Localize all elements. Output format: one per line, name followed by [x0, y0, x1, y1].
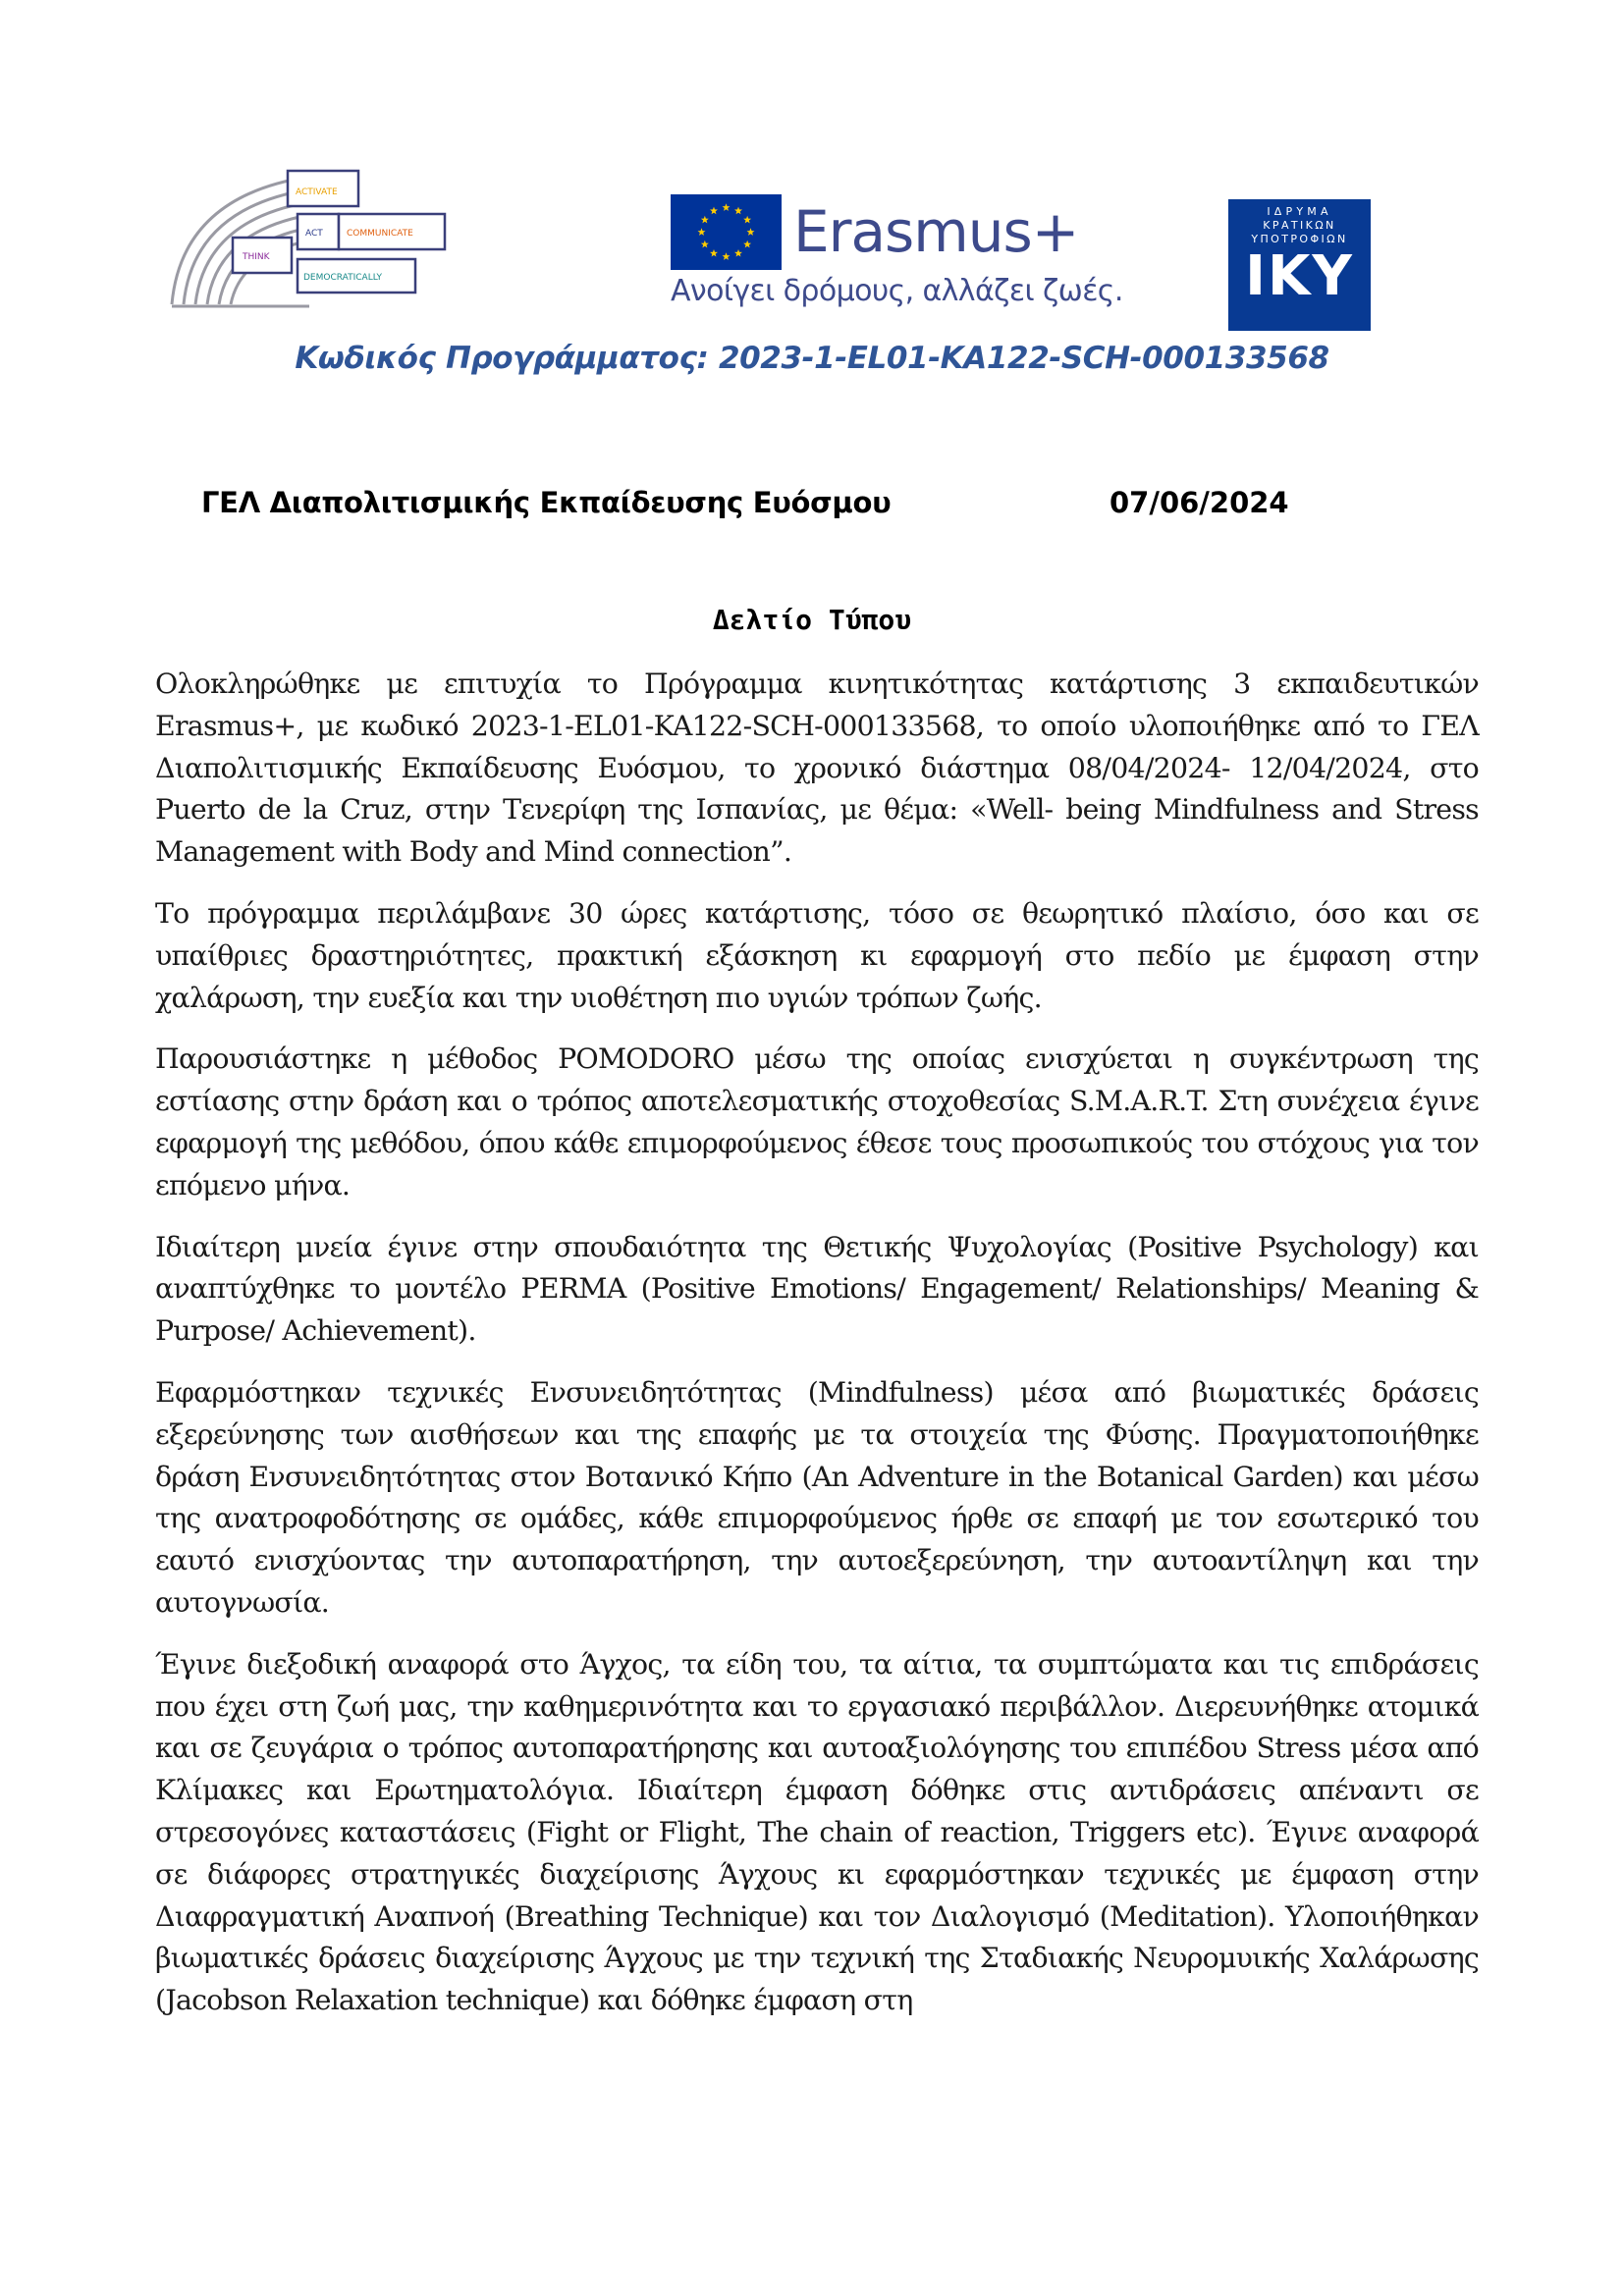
erasmus-plus-logo — [661, 191, 1123, 319]
paragraph-4: Ιδιαίτερη μνεία έγινε στην σπουδαιότητα της Θετικής Ψυχολογίας (Positive Psychology) και αναπτύχθηκε το μοντέλο PERMA (Positive Emotions/ Engagement/ Relationships/ Meaning & Purpose/ Achievement). — [155, 1230, 1479, 1348]
iky-mark: IKY — [1245, 244, 1354, 308]
paragraph-5: Εφαρμόστηκαν τεχνικές Ενσυνειδητότητας (Mindfulness) μέσα από βιωματικές δράσεις εξερεύνησης των αισθήσεων και της επαφής με τα στοιχεία της Φύσης. Πραγματοποιήθηκε δράση Ενσυνειδητότητας στον Βοτανικό Κήπο (An Adventure in the Botanical Garden) και μέσω της ανατροφοδότησης σε ομάδες, κάθε επιμορφούμενος ήρθε σε επαφή με τον εσωτερικό του εαυτό ενισχύοντας την αυτοπαρατήρηση, την αυτοεξερεύνηση, την αυτοαντίληψη και την αυτογνωσία. — [155, 1375, 1479, 1619]
document-body — [155, 664, 1479, 2042]
think-act-communicate-logo — [162, 157, 457, 334]
school-name: ΓΕΛ Διαπολιτισμικής Εκπαίδευσης Ευόσμου — [201, 486, 892, 519]
erasmus-tagline: Ανοίγει δρόμους, αλλάζει ζωές. — [671, 274, 1123, 308]
erasmus-wordmark: Erasmus+ — [793, 198, 1079, 265]
program-code: Κωδικός Προγράμματος: 2023-1-EL01-KA122-SCH-000133568 — [295, 341, 1329, 376]
logo-think: THINK — [243, 252, 270, 262]
paragraph-1: Ολοκληρώθηκε με επιτυχία το Πρόγραμμα κινητικότητας κατάρτισης 3 εκπαιδευτικών Erasmus+, με κωδικό 2023-1-EL01-KA122-SCH-000133568, το οποίο υλοποιήθηκε από το ΓΕΛ Διαπολιτισμικής Εκπαίδευσης Ευόσμου, το χρονικό διάστημα 08/04/2024- 12/04/2024, στο Puerto de la Cruz, στην Τενερίφη της Ισπανίας, με θέμα: «Well- being Mindfulness and Stress Management with Body and Mind connection”. — [155, 667, 1479, 869]
document-date: 07/06/2024 — [1110, 486, 1289, 519]
paragraph-3: Παρουσιάστηκε η μέθοδος POMODORO μέσω της οποίας ενισχύεται η συγκέντρωση της εστίασης στην δράση και ο τρόπος αποτελεσματικής στοχοθεσίας S.M.A.R.T. Στη συνέχεια έγινε εφαρμογή της μεθόδου, όπου κάθε επιμορφούμενος έθεσε τους προσωπικούς του στόχους για τον επόμενο μήνα. — [155, 1042, 1479, 1201]
document-title: Δελτίο Τύπου — [712, 604, 912, 636]
eu-flag-icon — [671, 194, 782, 270]
logo-democratically: DEMOCRATICALLY — [303, 273, 383, 283]
iky-line-3: ΥΠΟΤΡΟΦΙΩΝ — [1251, 233, 1348, 245]
iky-line-1: ΙΔΡΥΜΑ — [1267, 205, 1332, 218]
paragraph-2: Το πρόγραμμα περιλάμβανε 30 ώρες κατάρτισης, τόσο σε θεωρητικό πλαίσιο, όσο και σε υπαίθριες δραστηριότητες, πρακτική εξάσκηση κι εφαρμογή στο πεδίο με έμφαση στην χαλάρωση, την ευεξία και την υιοθέτηση πιο υγιών τρόπων ζωής. — [155, 896, 1479, 1014]
logo-act: ACT — [305, 229, 323, 239]
logo-communicate: COMMUNICATE — [347, 229, 413, 239]
paragraph-6: Έγινε διεξοδική αναφορά στο Άγχος, τα είδη του, τα αίτια, τα συμπτώματα και τις επιδράσεις που έχει στη ζωή μας, την καθημερινότητα και το εργασιακό περιβάλλον. Διερευνήθηκε ατομικά και σε ζευγάρια ο τρόπος αυτοπαρατήρησης και αυτοαξιολόγησης του επιπέδου Stress μέσα από Κλίμακες και Ερωτηματολόγια. Ιδιαίτερη έμφαση δόθηκε στις αντιδράσεις απέναντι σε στρεσογόνες καταστάσεις (Fight or Flight, The chain of reaction, Triggers etc). Έγινε αναφορά σε διάφορες στρατηγικές διαχείρισης Άγχους κι εφαρμόστηκαν τεχνικές με έμφαση στην Διαφραγματική Αναπνοή (Breathing Technique) και τον Διαλογισμό (Meditation). Υλοποιήθηκαν βιωματικές δράσεις διαχείρισης Άγχους με την τεχνική της Σταδιακής Νευρομυικής Χαλάρωσης (Jacobson Relaxation technique) και δόθηκε έμφαση στη — [155, 1647, 1479, 2017]
iky-logo — [1228, 199, 1371, 331]
logo-activate: ACTIVATE — [296, 187, 338, 197]
iky-line-2: ΚΡΑΤΙΚΩΝ — [1263, 219, 1336, 232]
